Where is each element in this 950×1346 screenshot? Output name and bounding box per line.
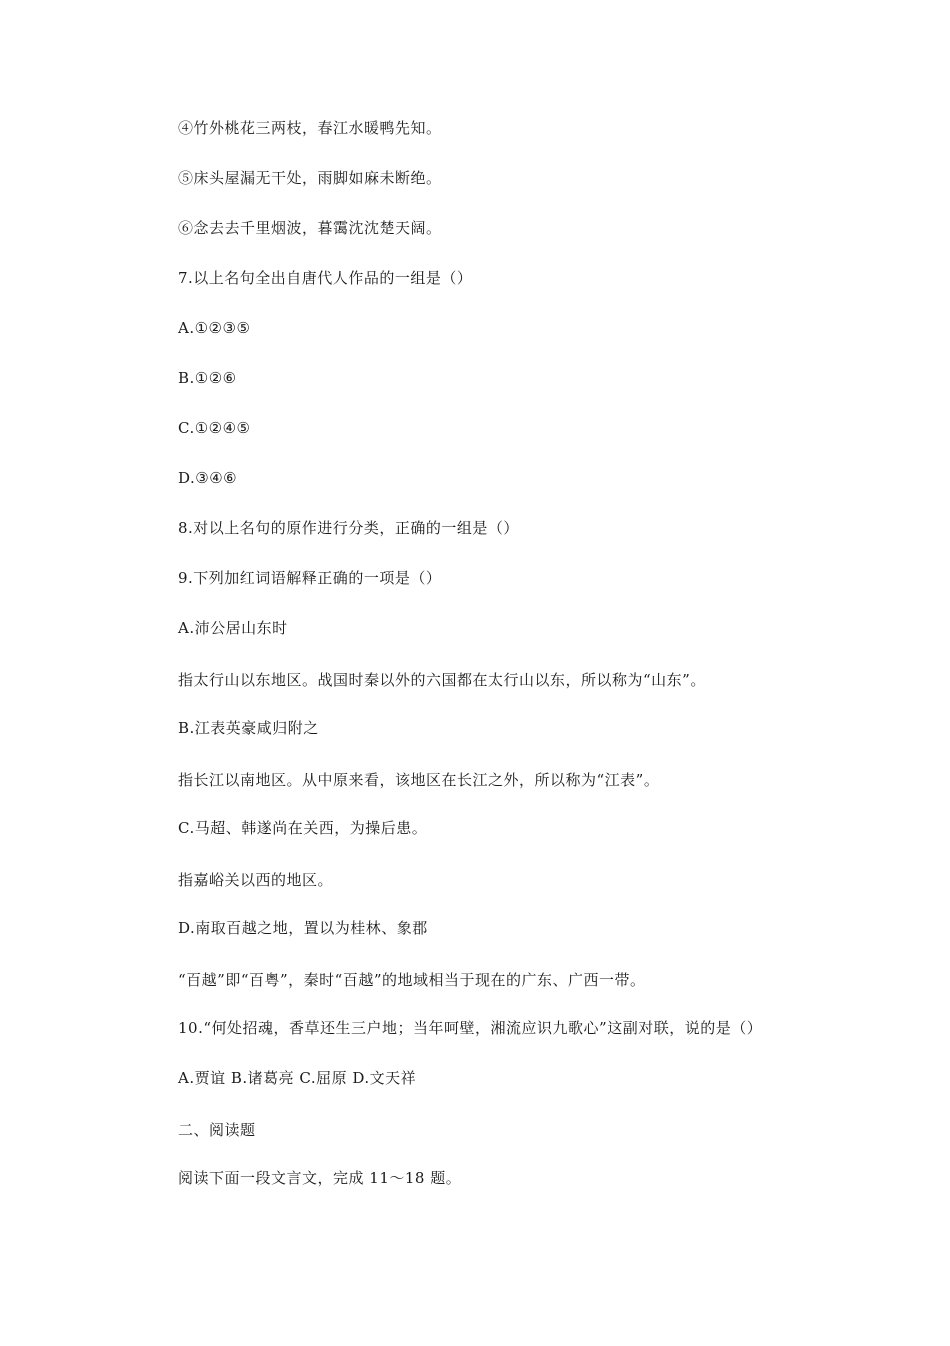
q9-option-b-explanation: 指长江以南地区。从中原来看，该地区在长江之外，所以称为“江表”。 xyxy=(178,771,660,789)
q9-option-d: D.南取百越之地，置以为桂林、象郡 xyxy=(178,919,428,937)
q7-option-b: B.①②⑥ xyxy=(178,369,237,387)
question-9: 9.下列加红词语解释正确的一项是（） xyxy=(178,569,442,587)
question-7: 7.以上名句全出自唐代人作品的一组是（） xyxy=(178,269,473,287)
q9-option-a: A.沛公居山东时 xyxy=(178,619,288,637)
q7-option-a: A.①②③⑤ xyxy=(178,319,251,337)
poem-line-4: ④竹外桃花三两枝，春江水暖鸭先知。 xyxy=(178,119,442,137)
q9-option-c: C.马超、韩遂尚在关西，为操后患。 xyxy=(178,819,428,837)
poem-line-5: ⑤床头屋漏无干处，雨脚如麻未断绝。 xyxy=(178,169,442,187)
question-8: 8.对以上名句的原作进行分类，正确的一组是（） xyxy=(178,519,519,537)
section-heading: 二、阅读题 xyxy=(178,1121,256,1139)
q9-option-c-explanation: 指嘉峪关以西的地区。 xyxy=(178,871,334,889)
reading-instruction: 阅读下面一段文言文，完成 11～18 题。 xyxy=(178,1169,462,1187)
q9-option-b: B.江表英豪咸归附之 xyxy=(178,719,319,737)
q7-option-c: C.①②④⑤ xyxy=(178,419,251,437)
question-10: 10.“何处招魂，香草还生三户地；当年呵壁，湘流应识九歌心”这副对联，说的是（） xyxy=(178,1019,763,1037)
q10-options: A.贾谊 B.诸葛亮 C.屈原 D.文天祥 xyxy=(178,1069,417,1087)
q9-option-d-explanation: “百越”即“百粤”，秦时“百越”的地域相当于现在的广东、广西一带。 xyxy=(178,971,646,989)
q7-option-d: D.③④⑥ xyxy=(178,469,238,487)
poem-line-6: ⑥念去去千里烟波，暮霭沈沈楚天阔。 xyxy=(178,219,442,237)
q9-option-a-explanation: 指太行山以东地区。战国时秦以外的六国都在太行山以东，所以称为“山东”。 xyxy=(178,671,706,689)
